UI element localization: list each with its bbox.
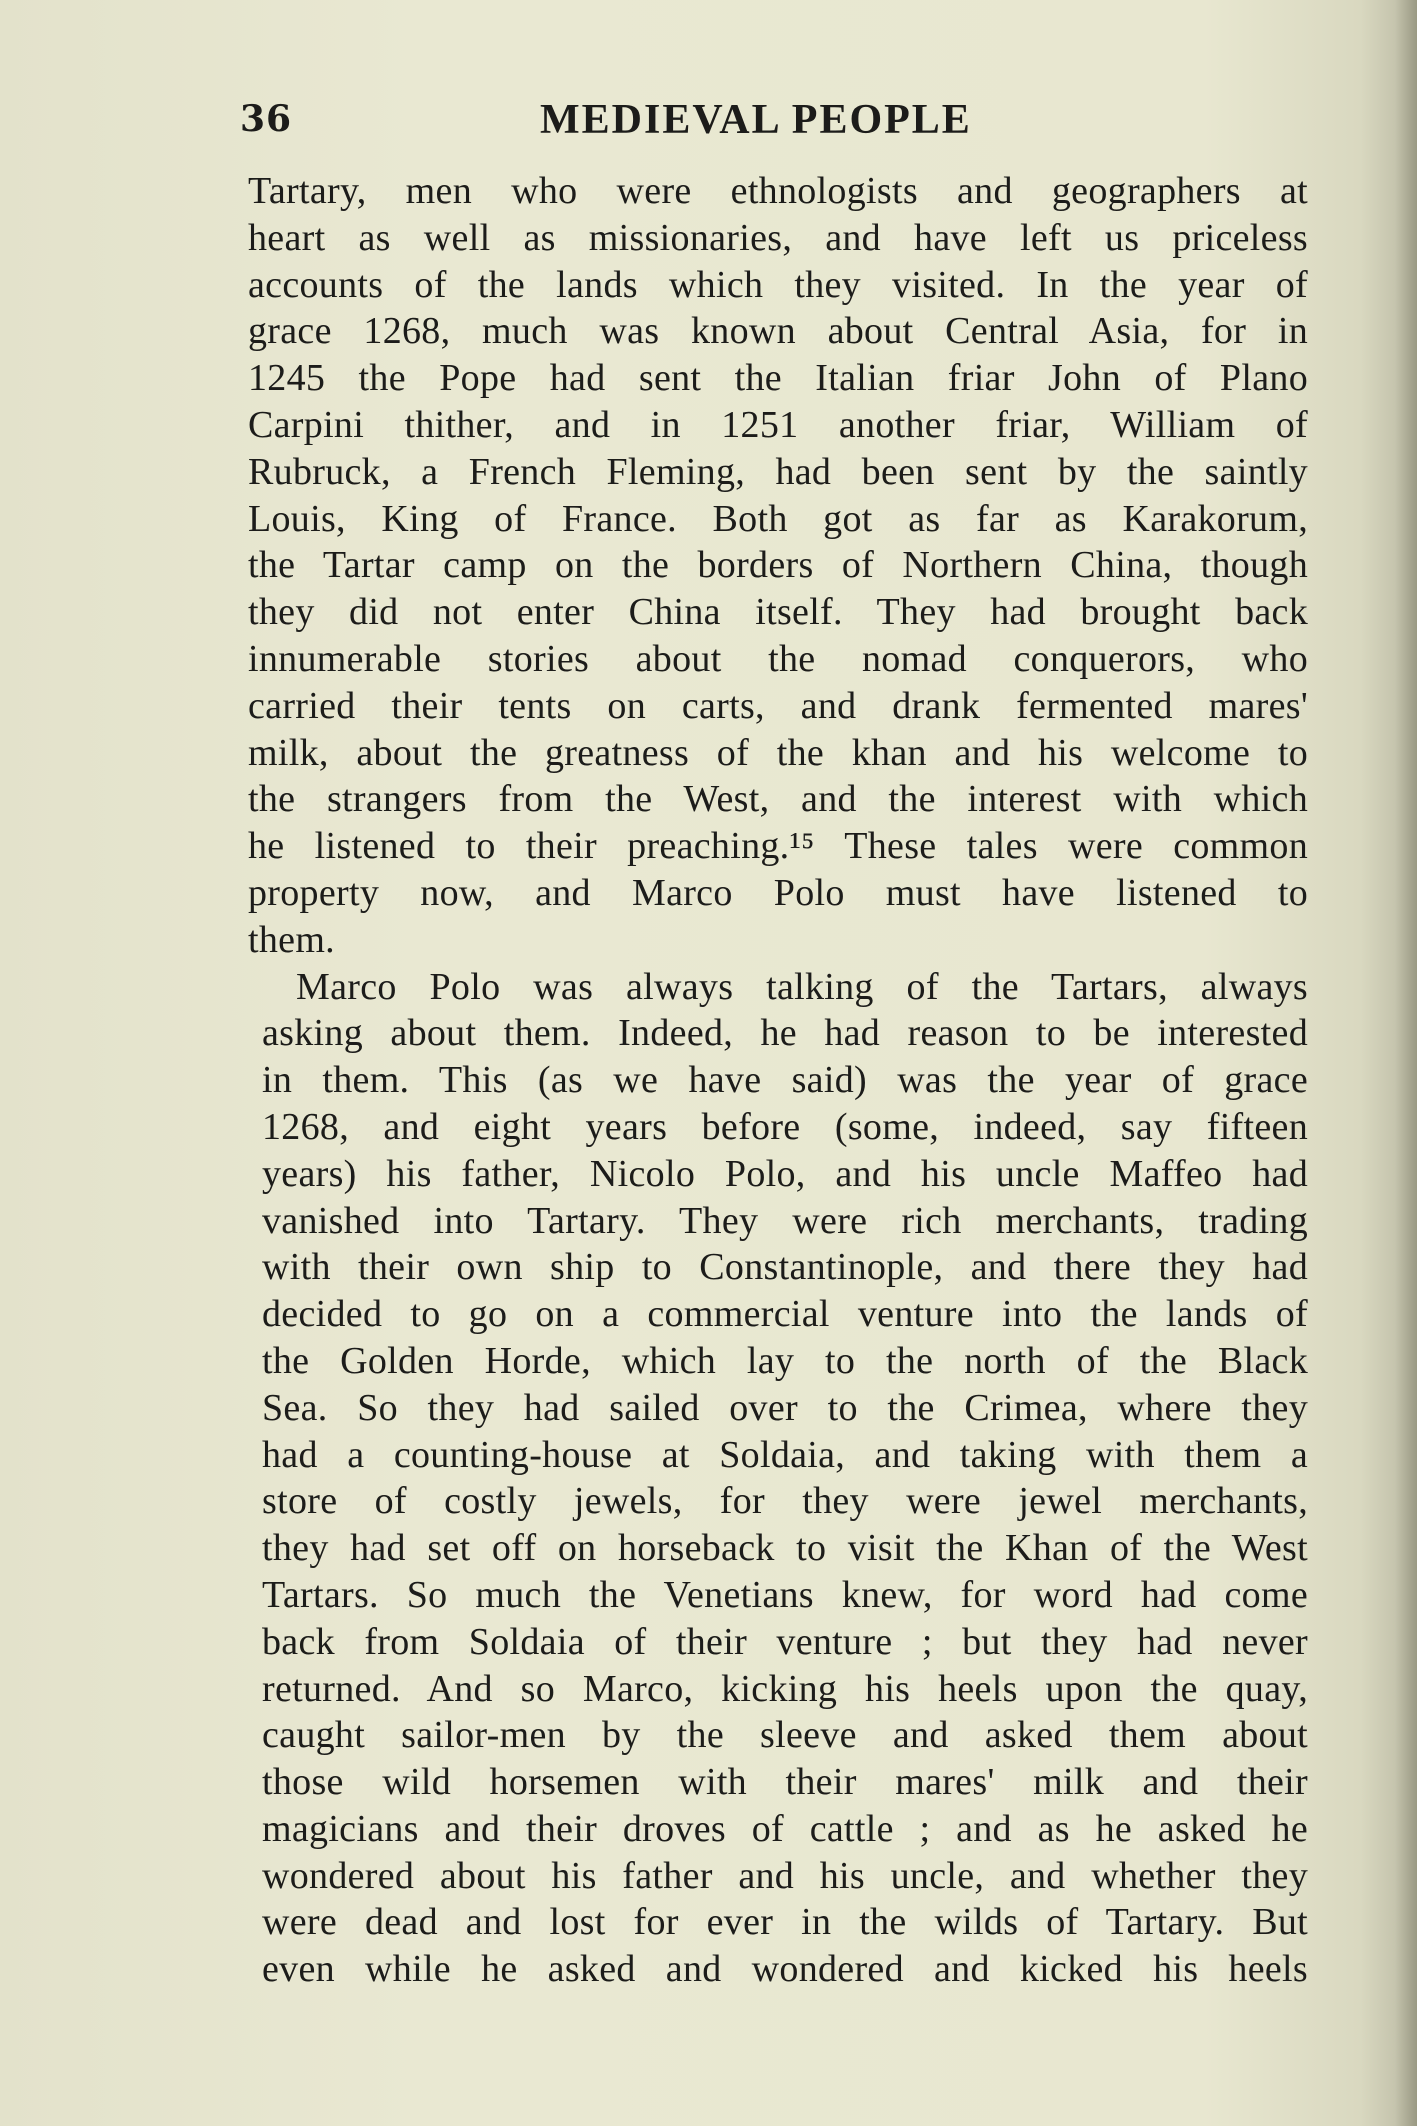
body-text: [248, 168, 1308, 1993]
text-line: innumerable stories about the nomad conquerors, who: [248, 637, 1308, 680]
running-title: MEDIEVAL PEOPLE: [540, 97, 972, 143]
text-line: they had set off on horseback to visit the Khan of the West: [262, 1527, 1308, 1570]
paragraph-1: [248, 168, 1308, 964]
text-line: Tartars. So much the Venetians knew, for word had come: [262, 1573, 1308, 1616]
text-line: grace 1268, much was known about Central Asia, for in: [248, 310, 1308, 353]
text-line: those wild horsemen with their mares' milk and their: [262, 1761, 1308, 1804]
text-line: milk, about the greatness of the khan and his welcome to: [248, 731, 1308, 774]
text-line: the strangers from the West, and the interest with which: [248, 778, 1308, 821]
text-line: them.: [248, 918, 335, 961]
text-line: the Golden Horde, which lay to the north of the Black: [262, 1339, 1308, 1382]
page-number: 36: [240, 98, 293, 140]
text-line: back from Soldaia of their venture ; but they had never: [262, 1620, 1308, 1663]
page-edge-shadow: [1395, 0, 1417, 2126]
text-line: had a counting-house at Soldaia, and taking with them a: [262, 1433, 1308, 1476]
page-header: [240, 98, 1320, 158]
text-line: years) his father, Nicolo Polo, and his uncle Maffeo had: [262, 1152, 1308, 1195]
text-line: vanished into Tartary. They were rich merchants, trading: [262, 1199, 1308, 1242]
text-line: in them. This (as we have said) was the year of grace: [262, 1059, 1308, 1102]
text-line: were dead and lost for ever in the wilds of Tartary. But: [262, 1901, 1308, 1944]
text-line: asking about them. Indeed, he had reason to be interested: [262, 1012, 1308, 1055]
text-line: 1268, and eight years before (some, indeed, say fifteen: [262, 1105, 1308, 1148]
text-line: returned. And so Marco, kicking his heels upon the quay,: [262, 1667, 1308, 1710]
text-line: property now, and Marco Polo must have listened to: [248, 871, 1308, 914]
text-line: Sea. So they had sailed over to the Crimea, where they: [262, 1386, 1308, 1429]
text-line: carried their tents on carts, and drank fermented mares': [248, 684, 1308, 727]
text-line: Marco Polo was always talking of the Tartars, always: [296, 965, 1308, 1008]
paragraph-2: [248, 964, 1308, 1994]
text-line: with their own ship to Constantinople, and there they had: [262, 1246, 1308, 1289]
text-line: caught sailor-men by the sleeve and asked them about: [262, 1714, 1308, 1757]
text-line: magicians and their droves of cattle ; and as he asked he: [262, 1807, 1308, 1850]
text-line: Louis, King of France. Both got as far as Karakorum,: [248, 497, 1308, 540]
text-line: even while he asked and wondered and kicked his heels: [262, 1948, 1308, 1991]
text-line: store of costly jewels, for they were jewel merchants,: [262, 1480, 1308, 1523]
text-line: the Tartar camp on the borders of Northern China, though: [248, 544, 1308, 587]
text-line: wondered about his father and his uncle, and whether they: [262, 1854, 1308, 1897]
text-line: he listened to their preaching.¹⁵ These tales were common: [248, 825, 1308, 868]
text-line: decided to go on a commercial venture into the lands of: [262, 1293, 1308, 1336]
text-line: heart as well as missionaries, and have left us priceless: [248, 216, 1308, 259]
text-line: Tartary, men who were ethnologists and geographers at: [248, 170, 1308, 212]
text-line: Rubruck, a French Fleming, had been sent by the saintly: [248, 450, 1308, 493]
text-line: Carpini thither, and in 1251 another friar, William of: [248, 403, 1308, 446]
text-line: 1245 the Pope had sent the Italian friar John of Plano: [248, 357, 1308, 400]
text-line: accounts of the lands which they visited. In the year of: [248, 263, 1308, 306]
text-line: they did not enter China itself. They had brought back: [248, 591, 1308, 634]
